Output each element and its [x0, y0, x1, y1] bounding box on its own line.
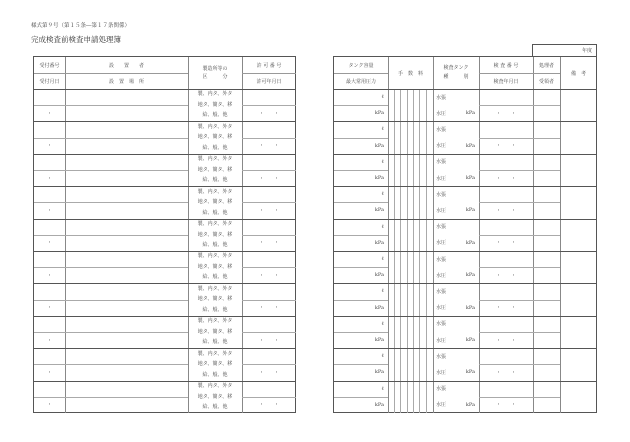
receipt-no-field[interactable]: [34, 283, 65, 299]
water-pressure-option: 水圧 kPa: [436, 369, 475, 376]
col-remarks: 備 考: [570, 70, 586, 77]
tank-capacity-field[interactable]: ℓ: [381, 256, 384, 263]
install-place-field[interactable]: [65, 105, 188, 121]
tank-capacity-field[interactable]: ℓ: [381, 288, 384, 295]
inspection-no-field[interactable]: [479, 154, 533, 170]
receiver-field[interactable]: [533, 300, 560, 316]
processor-field[interactable]: [533, 186, 560, 202]
receipt-no-field[interactable]: [34, 381, 65, 397]
install-place-field[interactable]: [65, 300, 188, 316]
max-pressure-field[interactable]: kPa: [374, 239, 384, 246]
tank-capacity-field[interactable]: ℓ: [381, 158, 384, 165]
processor-field[interactable]: [533, 381, 560, 397]
permit-no-field[interactable]: [242, 121, 296, 137]
page-title: 完成検査前検査申請処理簿: [31, 35, 121, 44]
water-fill-option: 水張: [436, 256, 447, 263]
max-pressure-field[interactable]: kPa: [374, 369, 384, 376]
permit-date-field[interactable]: ・ ・: [258, 369, 279, 376]
installer-field[interactable]: [65, 89, 188, 105]
install-place-field[interactable]: [65, 267, 188, 283]
receipt-no-field[interactable]: [34, 219, 65, 235]
inspection-no-field[interactable]: [479, 89, 533, 105]
col-receiver: 受領者: [538, 78, 554, 85]
installer-field[interactable]: [65, 316, 188, 332]
installer-field[interactable]: [65, 219, 188, 235]
receipt-no-field[interactable]: [34, 154, 65, 170]
fee-field[interactable]: [388, 316, 433, 348]
installer-field[interactable]: [65, 251, 188, 267]
inspection-no-field[interactable]: [479, 348, 533, 364]
receipt-no-field[interactable]: [34, 348, 65, 364]
installer-field[interactable]: [65, 283, 188, 299]
fee-field[interactable]: [388, 121, 433, 153]
water-pressure-option: 水圧 kPa: [436, 110, 475, 117]
max-pressure-field[interactable]: kPa: [374, 175, 384, 182]
facility-class-options: 製、内タ、外タ 地タ、簡タ、移 給、般、他: [197, 253, 233, 281]
water-fill-option: 水張: [436, 321, 447, 328]
receipt-no-field[interactable]: [34, 89, 65, 105]
col-inspection-no: 検 査 番 号: [493, 62, 519, 69]
installer-field[interactable]: [65, 348, 188, 364]
max-pressure-field[interactable]: kPa: [374, 207, 384, 214]
processor-field[interactable]: [533, 316, 560, 332]
tank-capacity-field[interactable]: ℓ: [381, 385, 384, 392]
facility-class-options: 製、内タ、外タ 地タ、簡タ、移 給、般、他: [197, 221, 233, 249]
right-register-table: [333, 56, 597, 413]
receiver-field[interactable]: [533, 332, 560, 348]
remarks-field[interactable]: [560, 348, 597, 380]
fee-field[interactable]: [388, 186, 433, 218]
receipt-no-field[interactable]: [34, 251, 65, 267]
left-register-table: [33, 56, 296, 413]
receipt-date-field[interactable]: ・: [46, 337, 52, 344]
remarks-field[interactable]: [560, 251, 597, 283]
water-fill-option: 水張: [436, 94, 447, 101]
water-pressure-option: 水圧 kPa: [436, 401, 475, 409]
col-install-place: 設 置 場 所: [108, 78, 144, 85]
install-place-field[interactable]: [65, 170, 188, 186]
installer-field[interactable]: [65, 121, 188, 137]
inspection-no-field[interactable]: [479, 219, 533, 235]
permit-date-field[interactable]: ・ ・: [258, 110, 279, 117]
col-tank-capacity: タンク容量: [348, 62, 374, 69]
permit-date-field[interactable]: ・ ・: [258, 143, 279, 150]
receiver-field[interactable]: [533, 138, 560, 154]
install-place-field[interactable]: [65, 138, 188, 154]
permit-no-field[interactable]: [242, 219, 296, 235]
inspection-no-field[interactable]: [479, 283, 533, 299]
max-pressure-field[interactable]: kPa: [374, 337, 384, 344]
col-permit-date: 許可年月日: [256, 78, 282, 85]
inspection-date-field[interactable]: ・ ・: [495, 272, 516, 279]
receipt-date-field[interactable]: ・: [46, 402, 52, 409]
permit-date-field[interactable]: ・ ・: [258, 337, 279, 344]
permit-no-field[interactable]: [242, 348, 296, 364]
processor-field[interactable]: [533, 121, 560, 137]
inspection-date-field[interactable]: ・ ・: [495, 143, 516, 150]
max-pressure-field[interactable]: kPa: [374, 142, 384, 149]
processor-field[interactable]: [533, 89, 560, 105]
receiver-field[interactable]: [533, 202, 560, 218]
processor-field[interactable]: [533, 219, 560, 235]
permit-no-field[interactable]: [242, 381, 296, 397]
tank-capacity-field[interactable]: ℓ: [381, 94, 384, 101]
col-receipt-no: 受付番号: [39, 62, 60, 69]
remarks-field[interactable]: [560, 316, 597, 348]
permit-date-field[interactable]: ・ ・: [258, 240, 279, 247]
tank-capacity-field[interactable]: ℓ: [381, 191, 384, 198]
installer-field[interactable]: [65, 381, 188, 397]
facility-class-options: 製、内タ、外タ 地タ、簡タ、移 給、般、他: [197, 91, 233, 119]
receipt-date-field[interactable]: ・: [46, 369, 52, 376]
receiver-field[interactable]: [533, 364, 560, 380]
water-pressure-option: 水圧 kPa: [436, 239, 475, 247]
remarks-field[interactable]: [560, 154, 597, 186]
receipt-date-field[interactable]: ・: [46, 207, 52, 214]
facility-class-options: 製、内タ、外タ 地タ、簡タ、移 給、般、他: [197, 123, 233, 151]
install-place-field[interactable]: [65, 202, 188, 218]
water-pressure-option: 水圧 kPa: [436, 207, 475, 214]
fee-field[interactable]: [388, 154, 433, 186]
inspection-date-field[interactable]: ・ ・: [495, 110, 516, 117]
water-fill-option: 水張: [436, 353, 447, 360]
facility-class-options: 製、内タ、外タ 地タ、簡タ、移 給、般、他: [197, 383, 233, 411]
water-pressure-option: 水圧 kPa: [436, 337, 475, 344]
install-place-field[interactable]: [65, 235, 188, 251]
permit-no-field[interactable]: [242, 89, 296, 105]
facility-class-options: 製、内タ、外タ 地タ、簡タ、移 給、般、他: [197, 285, 233, 313]
installer-field[interactable]: [65, 154, 188, 170]
permit-no-field[interactable]: [242, 283, 296, 299]
facility-class-options: 製、内タ、外タ 地タ、簡タ、移 給、般、他: [197, 350, 233, 378]
remarks-field[interactable]: [560, 219, 597, 251]
receipt-date-field[interactable]: ・: [46, 175, 52, 182]
tank-capacity-field[interactable]: ℓ: [381, 320, 384, 327]
form-number: 様式第９号（第１５条―第１７条関係）: [31, 23, 131, 29]
inspection-date-field[interactable]: ・ ・: [495, 207, 516, 214]
water-pressure-option: 水圧 kPa: [436, 175, 475, 182]
permit-date-field[interactable]: ・ ・: [258, 175, 279, 182]
fee-field[interactable]: [388, 219, 433, 251]
facility-class-options: 製、内タ、外タ 地タ、簡タ、移 給、般、他: [197, 188, 233, 216]
inspection-date-field[interactable]: ・ ・: [495, 305, 516, 312]
inspection-date-field[interactable]: ・ ・: [495, 175, 516, 182]
permit-no-field[interactable]: [242, 186, 296, 202]
processor-field[interactable]: [533, 348, 560, 364]
receiver-field[interactable]: [533, 397, 560, 413]
receiver-field[interactable]: [533, 235, 560, 251]
receipt-date-field[interactable]: ・: [46, 272, 52, 279]
fee-field[interactable]: [388, 89, 433, 121]
processor-field[interactable]: [533, 251, 560, 267]
permit-no-field[interactable]: [242, 251, 296, 267]
col-fee: 手 数 料: [397, 70, 423, 77]
col-processor: 処理者: [538, 62, 554, 69]
inspection-date-field[interactable]: ・ ・: [495, 337, 516, 344]
permit-no-field[interactable]: [242, 154, 296, 170]
receipt-no-field[interactable]: [34, 186, 65, 202]
col-max-pressure: 最大常用圧力: [345, 78, 376, 85]
fee-field[interactable]: [388, 381, 433, 413]
receipt-date-field[interactable]: ・: [46, 305, 52, 312]
facility-class-options: 製、内タ、外タ 地タ、簡タ、移 給、般、他: [197, 156, 233, 184]
water-fill-option: 水張: [436, 126, 447, 133]
water-pressure-option: 水圧 kPa: [436, 272, 475, 279]
tank-capacity-field[interactable]: ℓ: [381, 223, 384, 230]
col-facility-class: 製造所等の 区 分: [202, 66, 228, 80]
processor-field[interactable]: [533, 283, 560, 299]
inspection-no-field[interactable]: [479, 251, 533, 267]
inspection-date-field[interactable]: ・ ・: [495, 369, 516, 376]
installer-field[interactable]: [65, 186, 188, 202]
permit-date-field[interactable]: ・ ・: [258, 305, 279, 312]
inspection-no-field[interactable]: [479, 381, 533, 397]
receipt-date-field[interactable]: ・: [46, 110, 52, 117]
facility-class-options: 製、内タ、外タ 地タ、簡タ、移 給、般、他: [197, 318, 233, 346]
receiver-field[interactable]: [533, 105, 560, 121]
inspection-no-field[interactable]: [479, 121, 533, 137]
remarks-field[interactable]: [560, 381, 597, 413]
col-receipt-date: 受付月日: [39, 78, 60, 85]
water-pressure-option: 水圧 kPa: [436, 304, 475, 312]
col-installer: 設 置 者: [108, 62, 144, 69]
remarks-field[interactable]: [560, 186, 597, 218]
fiscal-year-box: [532, 44, 597, 56]
inspection-no-field[interactable]: [479, 316, 533, 332]
inspection-date-field[interactable]: ・ ・: [495, 240, 516, 247]
max-pressure-field[interactable]: kPa: [374, 272, 384, 279]
permit-no-field[interactable]: [242, 316, 296, 332]
permit-date-field[interactable]: ・ ・: [258, 207, 279, 214]
install-place-field[interactable]: [65, 332, 188, 348]
max-pressure-field[interactable]: kPa: [374, 110, 384, 117]
processor-field[interactable]: [533, 154, 560, 170]
remarks-field[interactable]: [560, 89, 597, 121]
water-fill-option: 水張: [436, 386, 447, 393]
install-place-field[interactable]: [65, 397, 188, 413]
max-pressure-field[interactable]: kPa: [374, 304, 384, 311]
water-fill-option: 水張: [436, 159, 447, 166]
fee-field[interactable]: [388, 251, 433, 283]
receipt-date-field[interactable]: ・: [46, 240, 52, 247]
col-tank-type: 検査タンク 種 別: [443, 65, 469, 80]
col-inspection-date: 検査年月日: [493, 78, 519, 85]
water-fill-option: 水張: [436, 191, 447, 198]
inspection-no-field[interactable]: [479, 186, 533, 202]
inspection-date-field[interactable]: ・ ・: [495, 402, 516, 409]
receiver-field[interactable]: [533, 267, 560, 283]
tank-capacity-field[interactable]: ℓ: [381, 126, 384, 133]
permit-date-field[interactable]: ・ ・: [258, 272, 279, 279]
col-permit-no: 許 可 番 号: [256, 62, 282, 69]
receipt-date-field[interactable]: ・: [46, 143, 52, 150]
remarks-field[interactable]: [560, 121, 597, 153]
fee-field[interactable]: [388, 283, 433, 315]
fee-field[interactable]: [388, 348, 433, 380]
receipt-no-field[interactable]: [34, 121, 65, 137]
remarks-field[interactable]: [560, 283, 597, 315]
water-fill-option: 水張: [436, 288, 447, 295]
install-place-field[interactable]: [65, 364, 188, 380]
max-pressure-field[interactable]: kPa: [374, 401, 384, 408]
water-fill-option: 水張: [436, 224, 447, 231]
fiscal-year-label: 年度: [581, 48, 592, 54]
receiver-field[interactable]: [533, 170, 560, 186]
permit-date-field[interactable]: ・ ・: [258, 402, 279, 409]
tank-capacity-field[interactable]: ℓ: [381, 353, 384, 360]
receipt-no-field[interactable]: [34, 316, 65, 332]
water-pressure-option: 水圧 kPa: [436, 142, 475, 150]
